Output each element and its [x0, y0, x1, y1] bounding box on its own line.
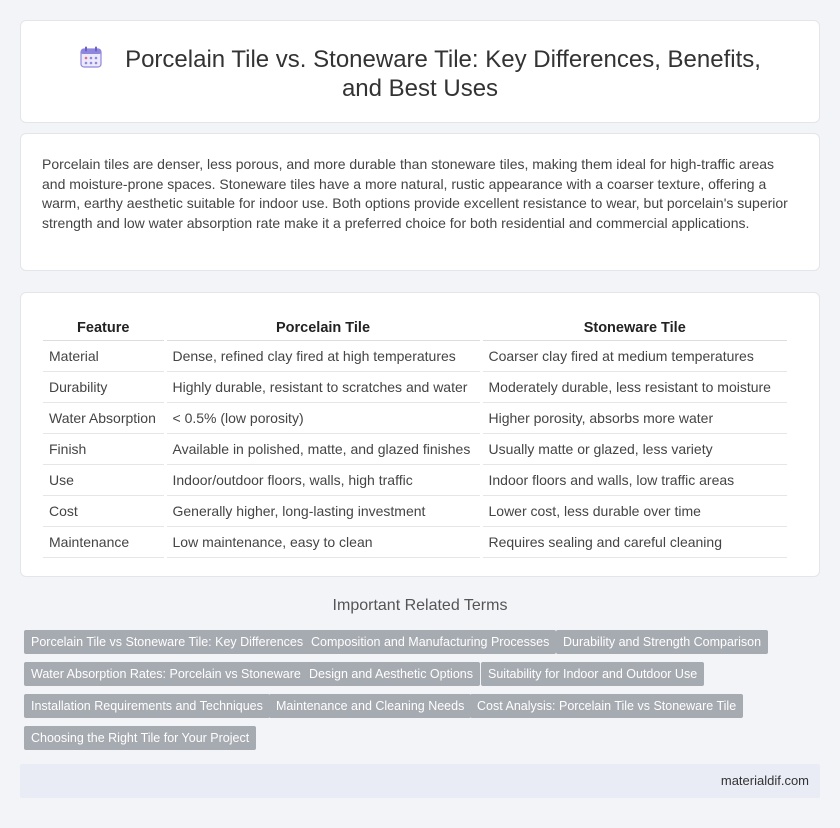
- related-term-link[interactable]: Composition and Manufacturing Processes: [304, 630, 556, 654]
- related-term-link[interactable]: Cost Analysis: Porcelain Tile vs Stoneware Tile: [470, 694, 743, 718]
- table-row: [43, 402, 787, 433]
- feature-cell: Maintenance: [43, 526, 165, 557]
- footer-site-name: materialdif.com: [720, 773, 809, 788]
- feature-cell: Durability: [43, 371, 165, 402]
- related-term-link[interactable]: Suitability for Indoor and Outdoor Use: [481, 662, 704, 686]
- header-stoneware: Stoneware Tile: [481, 317, 787, 340]
- table-row: [43, 526, 787, 557]
- stoneware-cell: Higher porosity, absorbs more water: [481, 402, 787, 433]
- stoneware-cell: Requires sealing and careful cleaning: [481, 526, 787, 557]
- page-title: Porcelain Tile vs. Stoneware Tile: Key Differences, Benefits, and Best Uses: [125, 46, 761, 102]
- table-row: [43, 340, 787, 371]
- feature-cell: Cost: [43, 495, 165, 526]
- related-terms-heading: Important Related Terms: [332, 597, 508, 614]
- porcelain-cell: Indoor/outdoor floors, walls, high traffic: [165, 464, 481, 495]
- related-term-link[interactable]: Choosing the Right Tile for Your Project: [24, 726, 256, 750]
- header-feature: Feature: [43, 317, 165, 340]
- stoneware-cell: Coarser clay fired at medium temperatures: [481, 340, 787, 371]
- table-row: [43, 371, 787, 402]
- comparison-card: [20, 292, 820, 577]
- related-term-link[interactable]: Water Absorption Rates: Porcelain vs Stoneware: [24, 662, 308, 686]
- related-term-link[interactable]: Maintenance and Cleaning Needs: [269, 694, 471, 718]
- feature-cell: Finish: [43, 433, 165, 464]
- stoneware-cell: Usually matte or glazed, less variety: [481, 433, 787, 464]
- stoneware-cell: Lower cost, less durable over time: [481, 495, 787, 526]
- related-term-link[interactable]: Installation Requirements and Techniques: [24, 694, 270, 718]
- porcelain-cell: Low maintenance, easy to clean: [165, 526, 481, 557]
- porcelain-cell: Generally higher, long-lasting investment: [165, 495, 481, 526]
- related-term-link[interactable]: Design and Aesthetic Options: [302, 662, 480, 686]
- feature-cell: Use: [43, 464, 165, 495]
- header-porcelain: Porcelain Tile: [165, 317, 481, 340]
- stoneware-cell: Moderately durable, less resistant to moisture: [481, 371, 787, 402]
- porcelain-cell: Available in polished, matte, and glazed finishes: [165, 433, 481, 464]
- intro-card: [20, 133, 820, 271]
- title-wrap: [21, 45, 819, 103]
- table-row: [43, 433, 787, 464]
- related-term-link[interactable]: Porcelain Tile vs Stoneware Tile: Key Differences: [24, 630, 310, 654]
- stoneware-cell: Indoor floors and walls, low traffic areas: [481, 464, 787, 495]
- comparison-table: [43, 317, 787, 558]
- related-term-link[interactable]: Durability and Strength Comparison: [556, 630, 768, 654]
- title-card: [20, 20, 820, 123]
- feature-cell: Water Absorption: [43, 402, 165, 433]
- calendar-icon: [79, 45, 103, 69]
- porcelain-cell: Highly durable, resistant to scratches and water: [165, 371, 481, 402]
- table-row: [43, 495, 787, 526]
- intro-paragraph: Porcelain tiles are denser, less porous, and more durable than stoneware tiles, making them ideal for high-traffic areas and moisture-prone spaces. Stoneware tiles have a more natural, rustic appearance with a coarser texture, offering a warm, earthy aesthetic suitable for indoor use. Both options provide excellent resistance to wear, but porcelain's superior strength and low water absorption rate make it a preferred choice for both residential and commercial applications.: [42, 156, 788, 231]
- porcelain-cell: < 0.5% (low porosity): [165, 402, 481, 433]
- porcelain-cell: Dense, refined clay fired at high temperatures: [165, 340, 481, 371]
- table-row: [43, 464, 787, 495]
- footer-bar: [20, 764, 820, 798]
- feature-cell: Material: [43, 340, 165, 371]
- table-header-row: [43, 317, 787, 340]
